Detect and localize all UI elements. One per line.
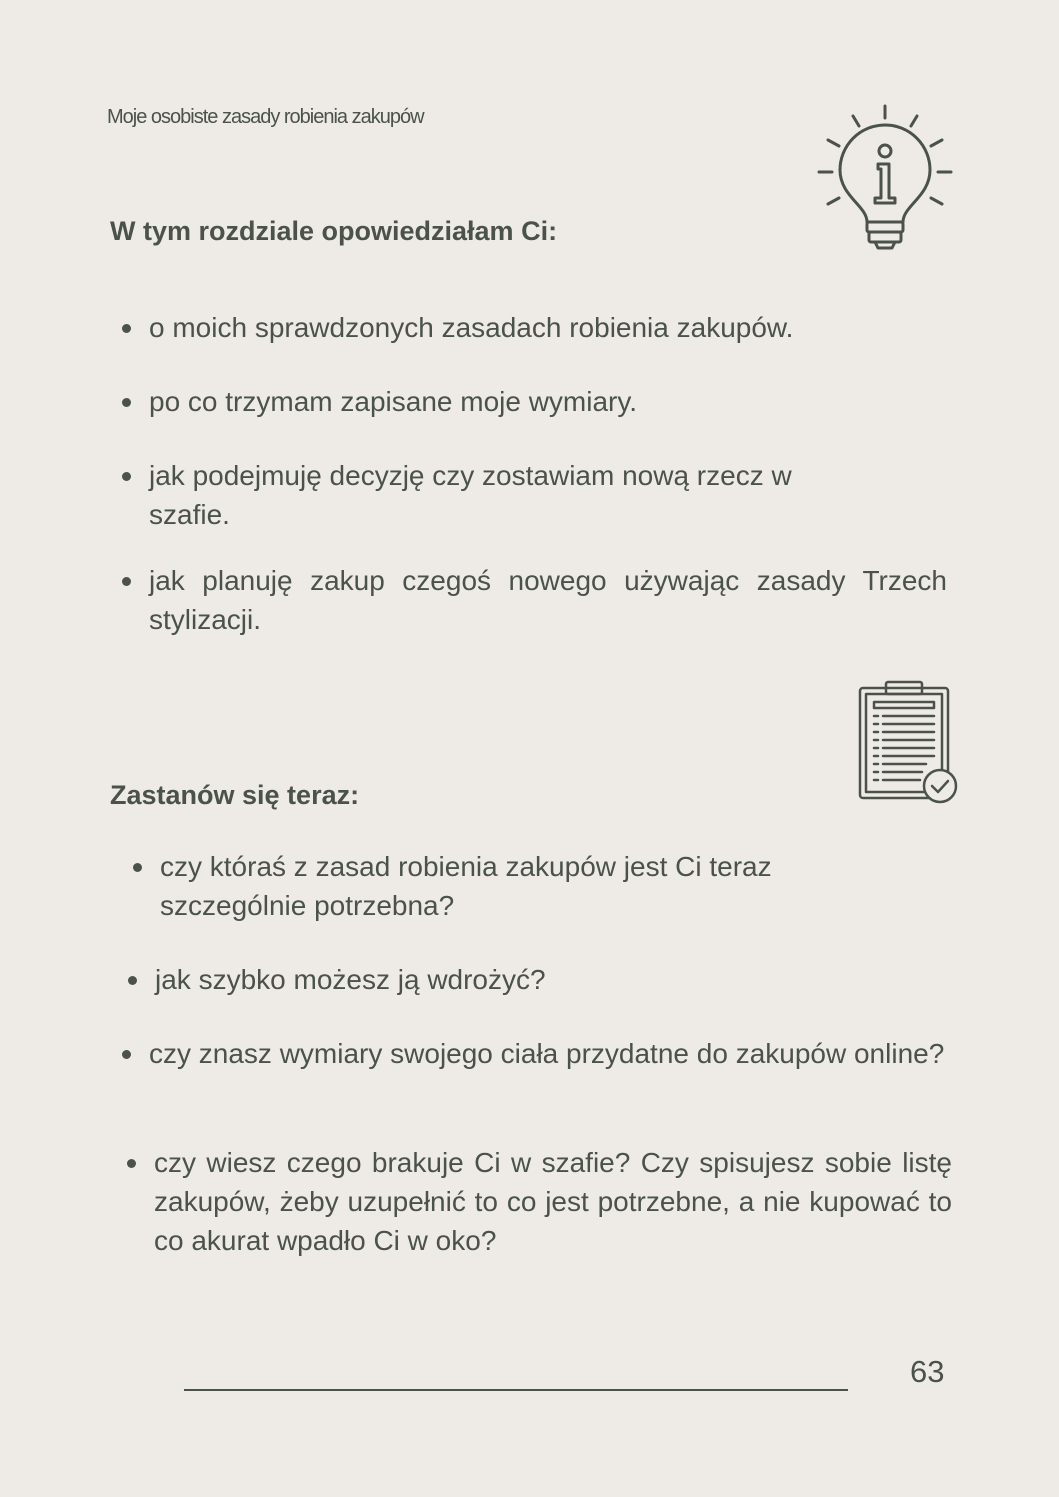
bullet-icon [122, 324, 131, 333]
list-item-text: czy znasz wymiary swojego ciała przydatne do zakupów online? [149, 1038, 945, 1069]
list-item-text: czy któraś z zasad robienia zakupów jest Ci teraz szczególnie potrzebna? [160, 851, 772, 921]
bullet-icon [128, 976, 137, 985]
bullet-icon [122, 577, 131, 586]
list-item [160, 847, 860, 925]
bullet-icon [122, 472, 131, 481]
bullet-icon [133, 863, 142, 872]
bullet-icon [122, 398, 131, 407]
footer-divider [184, 1389, 848, 1391]
list-item-text: o moich sprawdzonych zasadach robienia zakupów. [149, 312, 794, 343]
list-item [154, 1143, 952, 1260]
list-item [149, 308, 949, 347]
section-heading-reflection: Zastanów się teraz: [110, 780, 360, 810]
section-heading-summary: W tym rozdziale opowiedziałam Ci: [110, 216, 558, 246]
list-item [149, 456, 849, 534]
list-item [149, 382, 949, 421]
lightbulb-info-icon [812, 100, 958, 256]
list-item [155, 960, 855, 999]
list-item [149, 1034, 947, 1073]
list-item-text: jak szybko możesz ją wdrożyć? [155, 964, 546, 995]
list-item [149, 561, 947, 639]
bullet-icon [127, 1159, 136, 1168]
running-header: Moje osobiste zasady robienia zakupów [107, 106, 424, 128]
clipboard-check-icon [852, 678, 964, 806]
bullet-icon [122, 1050, 131, 1059]
list-item-text: czy wiesz czego brakuje Ci w szafie? Czy spisujesz sobie listę zakupów, żeby uzupełnić to co jest potrzebne, a nie kupować to co akurat wpadło Ci w oko? [154, 1147, 952, 1256]
list-item-text: jak podejmuję decyzję czy zostawiam nową rzecz w szafie. [149, 460, 792, 530]
list-item-text: po co trzymam zapisane moje wymiary. [149, 386, 638, 417]
page-number: 63 [910, 1354, 945, 1389]
list-item-text: jak planuję zakup czegoś nowego używając zasady Trzech stylizacji. [149, 565, 947, 635]
